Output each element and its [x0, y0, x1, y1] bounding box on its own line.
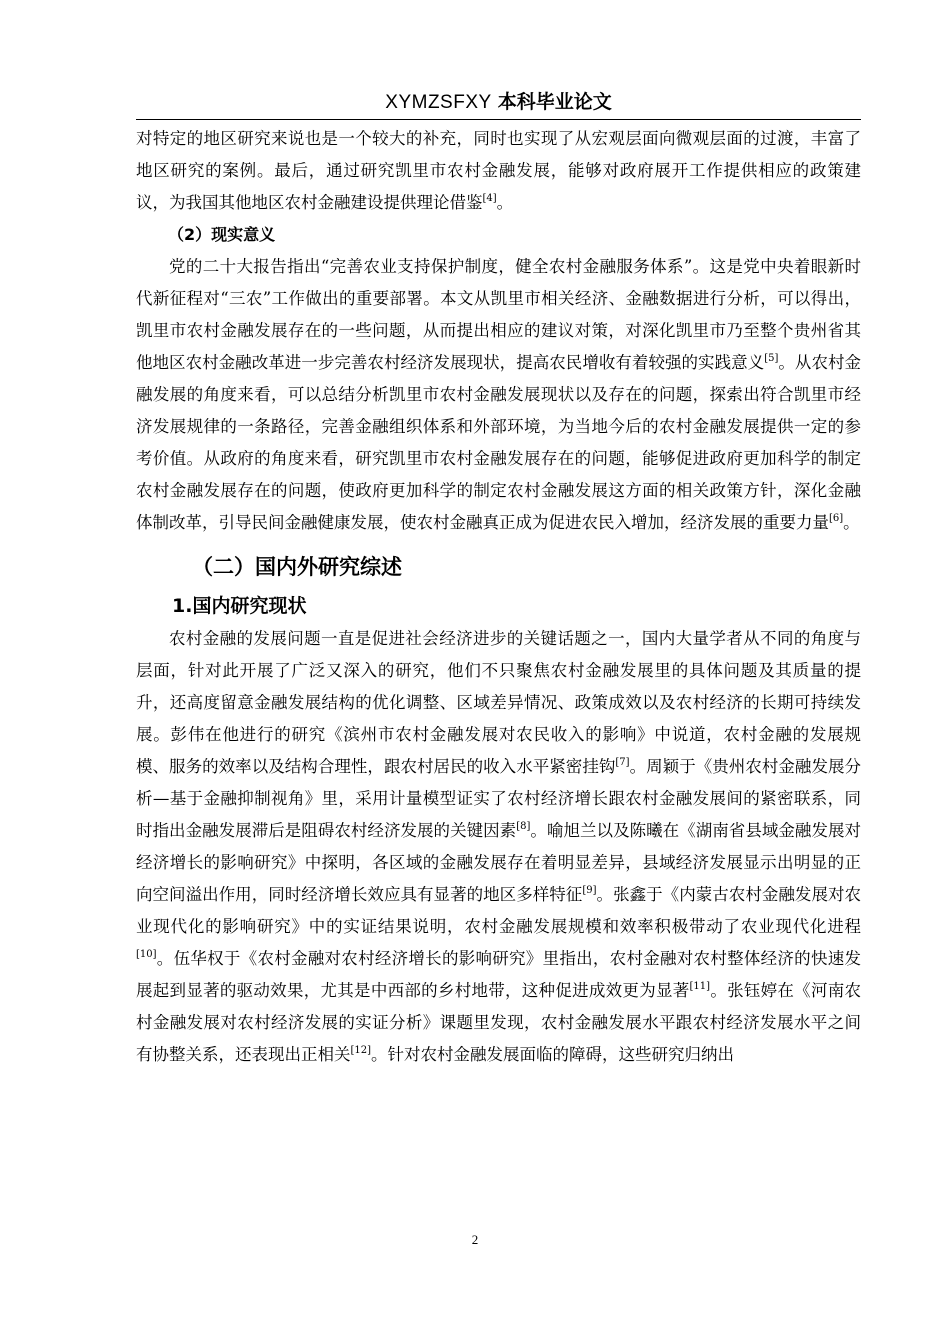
citation-5: [5]: [764, 353, 779, 364]
header-rule: [136, 119, 861, 120]
citation-7: [7]: [615, 757, 630, 768]
section-heading-literature-review: （二）国内外研究综述: [192, 555, 402, 579]
citation-4: [4]: [482, 193, 497, 204]
thesis-body: [136, 123, 861, 1071]
citation-6: [6]: [829, 513, 844, 524]
citation-11: [11]: [689, 981, 711, 992]
subheading-practical-significance: （2）现实意义: [168, 225, 276, 244]
paragraph-theoretical-end: 对特定的地区研究来说也是一个较大的补充，同时也实现了从宏观层面向微观层面的过渡，丰富了地区研究的案例。最后，通过研究凯里市农村金融发展，能够对政府展开工作提供相应的政策建议，为我国其他地区农村金融建设提供理论借鉴[4]。: [136, 129, 861, 212]
paragraph-practical-significance: 党的二十大报告指出“完善农业支持保护制度，健全农村金融服务体系”。这是党中央着眼新时代新征程对“三农”工作做出的重要部署。本文从凯里市相关经济、金融数据进行分析，可以得出，凯里市农村金融发展存在的一些问题，从而提出相应的建议对策，对深化凯里市乃至整个贵州省其他地区农村金融改革进一步完善农村经济发展现状，提高农民增收有着较强的实践意义[5]。从农村金融发展的角度来看，可以总结分析凯里市农村金融发展现状以及存在的问题，探索出符合凯里市经济发展规律的一条路径，完善金融组织体系和外部环境，为当地今后的农村金融发展提供一定的参考价值。从政府的角度来看，研究凯里市农村金融发展存在的问题，能够促进政府更加科学的制定农村金融发展存在的问题，使政府更加科学的制定农村金融发展这方面的相关政策方针，深化金融体制改革，引导民间金融健康发展，使农村金融真正成为促进农民入增加，经济发展的重要力量[6]。: [136, 257, 862, 532]
header-title: 本科毕业论文: [497, 91, 612, 113]
subsection-heading-domestic: 1.国内研究现状: [172, 595, 307, 617]
citation-9: [9]: [582, 885, 597, 896]
page-header: [136, 90, 861, 115]
citation-8: [8]: [516, 821, 531, 832]
citation-12: [12]: [350, 1045, 372, 1056]
paragraph-domestic-research: 农村金融的发展问题一直是促进社会经济进步的关键话题之一，国内大量学者从不同的角度与层面，针对此开展了广泛又深入的研究，他们不只聚焦农村金融发展里的具体问题及其质量的提升，还高度留意金融发展结构的优化调整、区域差异情况、政策成效以及农村经济的长期可持续发展。彭伟在他进行的研究《滨州市农村金融发展对农民收入的影响》中说道，农村金融的发展规模、服务的效率以及结构合理性，跟农村居民的收入水平紧密挂钩[7]。周颖于《贵州农村金融发展分析—基于金融抑制视角》里，采用计量模型证实了农村经济增长跟农村金融发展间的紧密联系，同时指出金融发展滞后是阻碍农村经济发展的关键因素[8]。喻旭兰以及陈曦在《湖南省县域金融发展对经济增长的影响研究》中探明，各区域的金融发展存在着明显差异，县域经济发展显示出明显的正向空间溢出作用，同时经济增长效应具有显著的地区多样特征[9]。张鑫于《内蒙古农村金融发展对农业现代化的影响研究》中的实证结果说明，农村金融发展规模和效率积极带动了农业现代化进程[10]。伍华权于《农村金融对农村经济增长的影响研究》里指出，农村金融对农村整体经济的快速发展起到显著的驱动效果，尤其是中西部的乡村地带，这种促进成效更为显著[11]。张钰婷在《河南农村金融发展对农村经济发展的实证分析》课题里发现，农村金融发展水平跟农村经济发展水平之间有协整关系，还表现出正相关[12]。针对农村金融发展面临的障碍，这些研究归纳出: [136, 629, 862, 1064]
header-code: XYMZSFXY: [385, 92, 492, 113]
citation-10: [10]: [136, 949, 157, 960]
page-number: 2: [471, 1232, 479, 1247]
